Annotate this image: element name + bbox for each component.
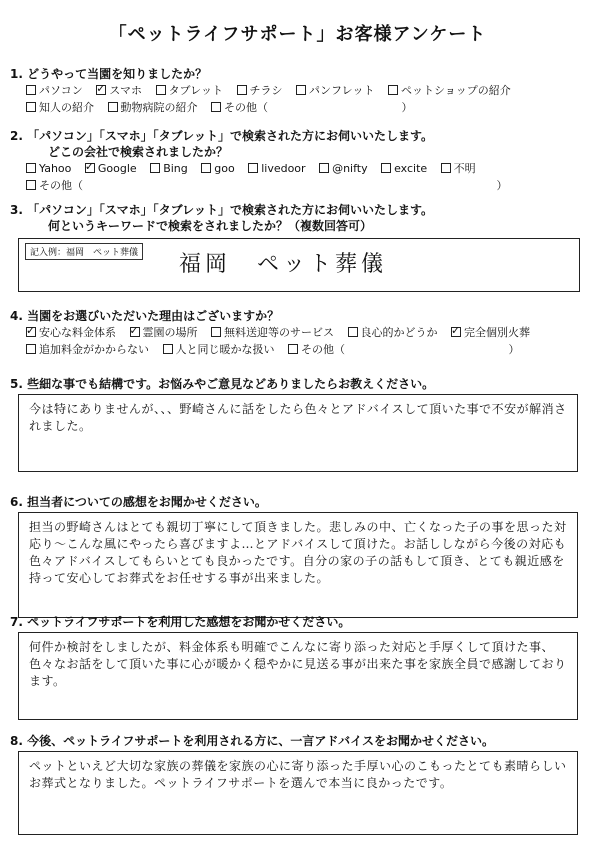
option-acquaintance[interactable]: 知人の紹介 — [26, 99, 94, 116]
checkbox-icon — [248, 163, 258, 173]
checkbox-checked-icon — [451, 327, 461, 337]
checkbox-icon — [201, 163, 211, 173]
checkbox-icon — [26, 102, 36, 112]
question-1 — [10, 66, 583, 116]
checkbox-icon — [388, 85, 398, 95]
option-bing[interactable]: Bing — [150, 160, 188, 177]
page-title: 「ペットライフサポート」お客様アンケート — [108, 24, 487, 45]
checkbox-icon — [319, 163, 329, 173]
question-5-label: 5. 些細な事でも結構です。お悩みやご意見などありましたらお教えください。 — [10, 377, 435, 391]
checkbox-icon — [163, 344, 173, 354]
checkbox-icon — [26, 344, 36, 354]
question-7-label: 7. ペットライフサポートを利用した感想をお聞かせください。 — [10, 615, 351, 629]
question-4-options — [10, 324, 583, 358]
staff-feedback-box[interactable] — [18, 512, 578, 618]
option-nifty[interactable]: @nifty — [319, 160, 368, 177]
option-pricing[interactable]: ✓安心な料金体系 — [26, 324, 116, 341]
service-feedback-answer: 何件か検討をしましたが、料金体系も明確でこんなに寄り添った対応と手厚くして頂けた事、色々なお話をして頂いた事に心が暖かく穏やかに見送る事が出来た事を家族全員で感謝しております。 — [29, 640, 567, 688]
question-2 — [10, 128, 583, 194]
question-3 — [10, 202, 583, 234]
checkbox-icon — [211, 102, 221, 112]
option-google[interactable]: ✓ Google — [85, 160, 137, 177]
checkbox-icon — [156, 85, 166, 95]
question-5 — [10, 376, 583, 392]
checkbox-icon — [26, 180, 36, 190]
checkbox-icon — [296, 85, 306, 95]
checkbox-icon — [288, 344, 298, 354]
option-other[interactable]: その他（ — [288, 341, 345, 358]
checkbox-checked-icon — [85, 163, 95, 173]
question-6-label: 6. 担当者についての感想をお聞かせください。 — [10, 495, 267, 509]
checkbox-checked-icon — [26, 327, 36, 337]
option-livedoor[interactable]: livedoor — [248, 160, 305, 177]
option-vet[interactable]: 動物病院の紹介 — [108, 99, 198, 116]
question-7 — [10, 614, 583, 630]
option-other[interactable]: その他（ — [26, 177, 83, 194]
question-6 — [10, 494, 583, 510]
question-2-label: 2. 「パソコン」「スマホ」「タブレット」で検索された方にお伺いいたします。 どこの会社で検索されましたか？ — [10, 129, 434, 159]
keyword-answer-box[interactable] — [18, 238, 580, 292]
question-3-label: 3. 「パソコン」「スマホ」「タブレット」で検索された方にお伺いいたします。 何というキーワードで検索をされましたか？（複数回答可） — [10, 203, 434, 233]
question-2-options — [10, 160, 583, 194]
service-feedback-box[interactable] — [18, 632, 578, 720]
checkbox-icon — [108, 102, 118, 112]
question-8-label: 8. 今後、ペットライフサポートを利用される方に、一言アドバイスをお聞かせください。 — [10, 734, 495, 748]
checkbox-checked-icon — [96, 85, 106, 95]
checkbox-icon — [381, 163, 391, 173]
checkbox-icon — [26, 85, 36, 95]
opinion-answer-box[interactable] — [18, 394, 578, 472]
option-unknown[interactable]: 不明 — [441, 160, 476, 177]
checkbox-icon — [237, 85, 247, 95]
staff-feedback-answer: 担当の野崎さんはとても親切丁寧にして頂きました。悲しみの中、亡くなった子の事を思った対応り～こんな風にやったら喜びますよ…とアドバイスして頂けた。お話ししながら今後の対応も色々アドバイスしてもらいとても良かったです。自分の家の子の話もして頂き、とても親近感を持って安心してお葬式をお任せする事が出来ました。 — [29, 520, 567, 585]
option-no-extra-fee[interactable]: 追加料金がかからない — [26, 341, 149, 358]
other-close: ） — [496, 179, 508, 192]
question-4-label: 4. 当園をお選びいただいた理由はございますか？ — [10, 309, 280, 323]
question-1-label: 1. どうやって当園を知りましたか？ — [10, 67, 208, 81]
option-warm-treatment[interactable]: 人と同じ暖かな扱い — [163, 341, 275, 358]
option-pc[interactable]: パソコン — [26, 82, 83, 99]
question-1-options — [10, 82, 583, 116]
option-smartphone[interactable]: ✓ スマホ — [96, 82, 142, 99]
other-close: ） — [508, 343, 520, 356]
option-individual-cremation[interactable]: ✓ 完全個別火葬 — [451, 324, 530, 341]
example-label: 記入例：福岡 ペット葬儀 — [25, 243, 143, 260]
other-close: ） — [401, 101, 413, 114]
checkbox-checked-icon — [130, 327, 140, 337]
advice-answer: ペットといえど大切な家族の葬儀を家族の心に寄り添った手厚い心のこもったとても素晴らしいお葬式となりました。ペットライフサポートを選んで本当に良かったです。 — [29, 759, 567, 790]
option-excite[interactable]: excite — [381, 160, 427, 177]
option-location[interactable]: ✓ 霊園の場所 — [130, 324, 198, 341]
option-yahoo[interactable]: Yahoo — [26, 160, 71, 177]
question-8 — [10, 733, 583, 749]
option-flyer[interactable]: チラシ — [237, 82, 283, 99]
checkbox-icon — [26, 163, 36, 173]
checkbox-icon — [150, 163, 160, 173]
checkbox-icon — [441, 163, 451, 173]
option-tablet[interactable]: タブレット — [156, 82, 223, 99]
option-conscientious[interactable]: 良心的かどうか — [348, 324, 438, 341]
keyword-answer: 福岡 ペット葬儀 — [179, 252, 388, 277]
opinion-answer: 今は特にありませんが、、、野崎さんに話をしたら色々とアドバイスして頂いた事で不安が解消されました。 — [29, 402, 567, 433]
question-4 — [10, 308, 583, 358]
option-pamphlet[interactable]: パンフレット — [296, 82, 374, 99]
option-pickup[interactable]: 無料送迎等のサービス — [211, 324, 334, 341]
checkbox-icon — [211, 327, 221, 337]
option-petshop[interactable]: ペットショップの紹介 — [388, 82, 511, 99]
checkbox-icon — [348, 327, 358, 337]
option-goo[interactable]: goo — [201, 160, 234, 177]
option-other[interactable]: その他（ — [211, 99, 268, 116]
advice-answer-box[interactable] — [18, 751, 578, 835]
